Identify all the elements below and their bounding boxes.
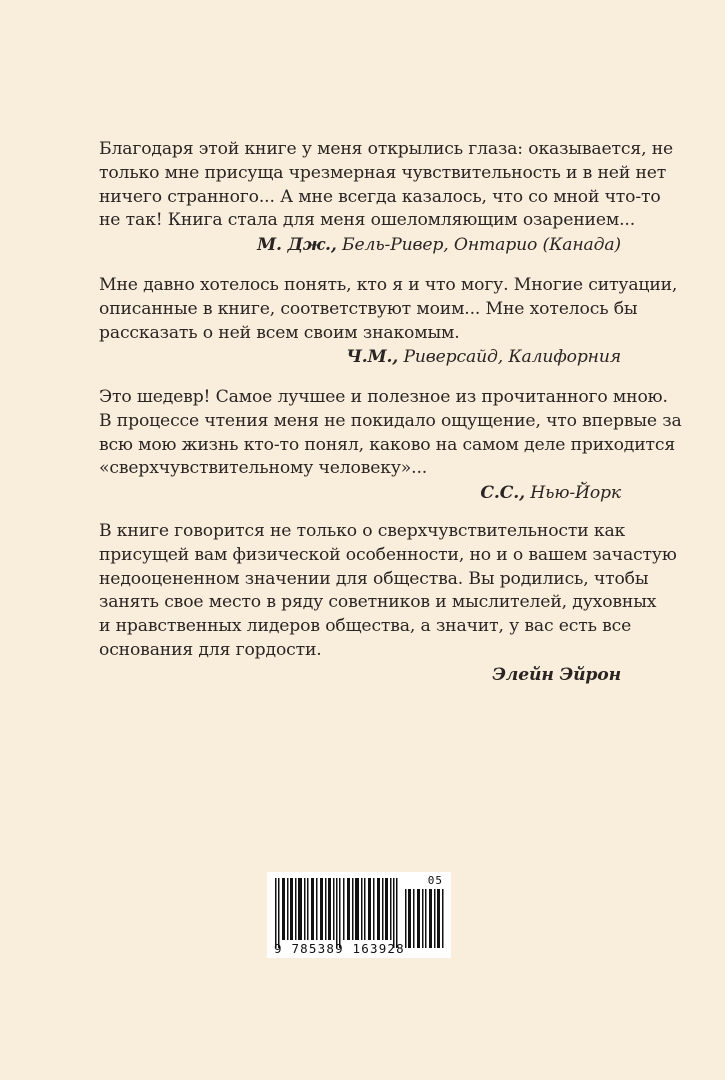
quote-author: М. Дж., (257, 235, 337, 256)
quote-line: Благодаря этой книге у меня открылись глаза: оказывается, не (99, 139, 674, 159)
barcode-digits: 9 785389 163928 (274, 941, 405, 956)
quote-location: Нью-Йорк (530, 483, 621, 504)
quote-line: всю мою жизнь кто-то понял, каково на самом деле приходится (99, 434, 676, 455)
quote-author: Элейн Эйрон (492, 664, 621, 685)
quote-location: Бель-Ривер, Онтарио (Канада) (342, 235, 621, 256)
quote-line: и нравственных лидеров общества, а значит, у вас есть все (99, 616, 632, 637)
quote-text (99, 274, 678, 345)
isbn-barcode (267, 872, 451, 958)
quote-location: Риверсайд, Калифорния (403, 347, 621, 368)
quote-line: не так! Книга стала для меня ошеломляющим озарением... (99, 210, 636, 231)
quote-line: Это шедевр! Самое лучшее и полезное из прочитанного мною. (99, 387, 668, 407)
review-quote-2 (99, 274, 678, 370)
quote-attribution (99, 482, 621, 506)
quote-line: присущей вам физической особенности, но и о вашем зачастую (99, 544, 677, 565)
quote-line: ничего странного... А мне всегда казалось, что со мной что-то (99, 186, 661, 207)
quote-author: Ч.М., (346, 347, 399, 368)
quote-line: рассказать о ней всем своим знакомым. (99, 322, 460, 343)
quote-line: описанные в книге, соответствуют моим... Мне хотелось бы (99, 298, 638, 319)
quote-attribution (99, 664, 621, 688)
author-statement (99, 520, 677, 688)
quote-line: В книге говорится не только о сверхчувствительности как (99, 521, 626, 541)
quote-attribution (99, 346, 621, 370)
quote-line: основания для гордости. (99, 639, 322, 660)
quote-line: занять свое место в ряду советников и мыслителей, духовных (99, 592, 657, 613)
quote-attribution (99, 234, 621, 258)
quote-text (99, 386, 682, 481)
quote-line: недооцененном значении для общества. Вы родились, чтобы (99, 568, 649, 589)
barcode-addon-digits: 05 (427, 874, 443, 887)
quote-line: «сверхчувствительному человеку»... (99, 458, 428, 479)
quote-line: В процессе чтения меня не покидало ощущение, что впервые за (99, 410, 682, 431)
review-quote-3 (99, 386, 682, 506)
quote-line: только мне присуща чрезмерная чувствительность и в ней нет (99, 162, 667, 183)
quote-text (99, 138, 674, 233)
quote-line: Мне давно хотелось понять, кто я и что могу. Многие ситуации, (99, 275, 678, 295)
review-quote-1 (99, 138, 674, 258)
quote-author: С.С., (480, 483, 525, 504)
quote-text (99, 520, 677, 663)
